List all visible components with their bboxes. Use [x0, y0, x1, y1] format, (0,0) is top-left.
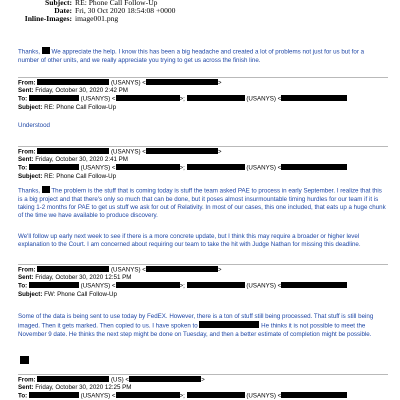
redaction-box: [187, 95, 245, 101]
redaction-box: [29, 282, 79, 288]
redaction-box: [281, 282, 347, 288]
redaction-box: [42, 47, 50, 54]
from-line: From: (US) < >: [18, 376, 205, 384]
sent-line: Sent: Friday, October 30, 2020 2:42 PM: [18, 87, 128, 95]
message-5-header: [18, 376, 390, 400]
message-2-body: Understood: [18, 122, 50, 129]
redaction-box: [20, 356, 29, 364]
message-3-paragraph-1: Thanks, The problem is the stuff that is coming today is stuff the team asked PAE to process in early September. I realize that this is a big project and that there's only so much that can be done, but it poses almost insurmountable timing hurdles for our team if it is taking 1-2 months for PAE to get us stuff we ask for out of Relativity. In most of our cases, this one included, that eats up a huge chunk of the time we have available to produce discovery.: [18, 187, 386, 220]
redaction-box: [129, 376, 201, 382]
top-subject-line: Subject: RE: Phone Call Follow-Up: [45, 0, 158, 7]
redaction-box: [116, 95, 180, 101]
redaction-box: [42, 186, 50, 193]
message-divider: [18, 77, 388, 78]
redaction-box: [281, 95, 347, 101]
message-divider: [18, 146, 388, 147]
redaction-box: [37, 148, 109, 154]
message-4-body: Some of the data is being sent to use today by FedEX. However, there is a ton of stuff still being processed. That stuff is still being imaged. Then it gets marked. Then copied to us. I have spoken to He thinks it is not possible to meet the November 9 date. He thinks the next step might be done on Tuesday, and then a better estimate of completion might be possible.: [18, 313, 374, 338]
sent-line: Sent: Friday, October 30, 2020 12:25 PM: [18, 384, 132, 392]
to-line: To: (USANYS) < >; (USANYS) <: [18, 282, 390, 290]
sent-line: Sent: Friday, October 30, 2020 12:51 PM: [18, 274, 132, 282]
redaction-box: [146, 79, 218, 85]
to-line: To: (USANYS) < >; (USANYS) <: [18, 164, 390, 172]
to-line: To: (USANYS) < >; (USANYS) <: [18, 95, 390, 103]
redaction-box: [281, 164, 347, 170]
redaction-box: [199, 321, 259, 328]
redaction-box: [29, 95, 79, 101]
message-2-header: [18, 79, 390, 112]
from-line: From: (USANYS) < >: [18, 79, 222, 87]
redaction-box: [116, 282, 180, 288]
message-3-paragraph-2: We'll follow up early next week to see if there is a more concrete update, but I think this may require a broader or higher level explanation to the Court. I am concerned about requiring our team to take the hit with Judge Nathan for missing this deadline.: [18, 233, 361, 249]
message-3-header: [18, 148, 390, 181]
message-1-body: Thanks, We appreciate the help. I know this has been a big headache and created a lot of problems not just for us but for a number of other units, and we really appreciate you trying to get us across the finish line.: [18, 48, 365, 64]
redaction-box: [146, 148, 218, 154]
redaction-box: [116, 164, 180, 170]
top-date-line: Date: Fri, 30 Oct 2020 18:54:08 +0000: [54, 6, 176, 15]
from-line: From: (USANYS) < >: [18, 266, 222, 274]
redaction-box: [187, 392, 245, 398]
redaction-box: [29, 164, 79, 170]
message-divider: [18, 374, 388, 375]
redaction-box: [37, 79, 109, 85]
redaction-box: [29, 392, 79, 398]
from-line: From: (USANYS) < >: [18, 148, 222, 156]
top-inline-images-line: Inline-Images: image001.png: [24, 14, 119, 23]
redaction-box: [146, 266, 218, 272]
redaction-box: [187, 164, 245, 170]
redaction-box: [187, 282, 245, 288]
to-line: To: (USANYS) < >; (USANYS) <: [18, 392, 390, 400]
redaction-box: [37, 376, 109, 382]
redaction-box: [37, 266, 109, 272]
sent-line: Sent: Friday, October 30, 2020 2:41 PM: [18, 156, 128, 164]
subject-line: Subject: RE: Phone Call Follow-Up: [18, 172, 117, 180]
redaction-box: [281, 392, 347, 398]
subject-line: Subject: RE: Phone Call Follow-Up: [18, 103, 117, 111]
redaction-box: [116, 392, 180, 398]
message-4-header: [18, 266, 390, 299]
subject-line: Subject: FW: Phone Call Follow-Up: [18, 290, 117, 298]
message-divider: [18, 264, 388, 265]
